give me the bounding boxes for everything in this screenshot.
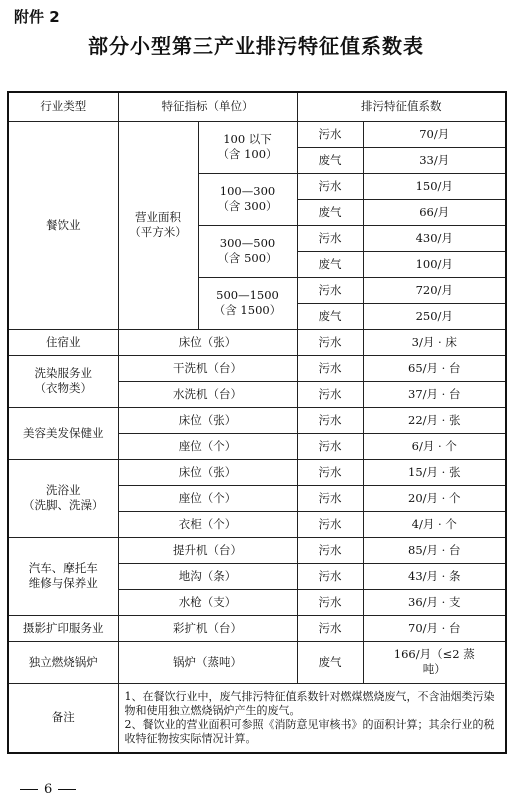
coefficient-cell: 36/月 · 支 [363,589,506,615]
indicator-cell: 座位（个） [118,485,297,511]
area-range-cell: 300—500 （含 500） [198,225,297,277]
coefficient-cell: 6/月 · 个 [363,433,506,459]
pollutant-type-cell: 污水 [297,589,363,615]
pollutant-type-cell: 污水 [297,511,363,537]
coefficient-cell: 3/月 · 床 [363,329,506,355]
page-number: 6 [44,782,53,797]
pollutant-type-cell: 废气 [297,147,363,173]
note-label-cell: 备注 [8,683,118,753]
table-row [8,683,506,753]
indicator-cell: 水枪（支） [118,589,297,615]
pollutant-type-cell: 废气 [297,199,363,225]
coefficient-cell: 100/月 [363,251,506,277]
pollutant-type-cell: 污水 [297,407,363,433]
area-range-cell: 100 以下 （含 100） [198,121,297,173]
coefficient-cell: 15/月 · 张 [363,459,506,485]
indicator-cell: 床位（张） [118,329,297,355]
table-row [8,615,506,641]
pollutant-type-cell: 污水 [297,277,363,303]
pollutant-type-cell: 污水 [297,459,363,485]
industry-cell: 汽车、摩托车 维修与保养业 [8,537,118,615]
pollutant-type-cell: 废气 [297,641,363,683]
table-row [8,641,506,683]
pollutant-type-cell: 污水 [297,615,363,641]
industry-cell: 餐饮业 [8,121,118,329]
indicator-cell: 座位（个） [118,433,297,459]
industry-cell: 美容美发保健业 [8,407,118,459]
coefficient-cell: 720/月 [363,277,506,303]
pollutant-type-cell: 污水 [297,537,363,563]
emission-coefficient-table [7,91,507,754]
indicator-cell: 营业面积 （平方米） [118,121,198,329]
coefficient-cell: 70/月 [363,121,506,147]
coefficient-cell: 22/月 · 张 [363,407,506,433]
coefficient-cell: 166/月（≤2 蒸 吨） [363,641,506,683]
industry-cell: 住宿业 [8,329,118,355]
header-coefficient: 排污特征值系数 [297,92,506,121]
footer-dash-right [58,789,76,791]
coefficient-cell: 66/月 [363,199,506,225]
coefficient-cell: 37/月 · 台 [363,381,506,407]
coefficient-cell: 33/月 [363,147,506,173]
coefficient-cell: 430/月 [363,225,506,251]
coefficient-cell: 150/月 [363,173,506,199]
header-industry: 行业类型 [8,92,118,121]
indicator-cell: 干洗机（台） [118,355,297,381]
pollutant-type-cell: 污水 [297,381,363,407]
table-row [8,407,506,433]
coefficient-cell: 250/月 [363,303,506,329]
table-row [8,459,506,485]
coefficient-cell: 70/月 · 台 [363,615,506,641]
pollutant-type-cell: 废气 [297,303,363,329]
coefficient-cell: 43/月 · 条 [363,563,506,589]
indicator-cell: 衣柜（个） [118,511,297,537]
coefficient-cell: 20/月 · 个 [363,485,506,511]
indicator-cell: 床位（张） [118,407,297,433]
pollutant-type-cell: 污水 [297,485,363,511]
pollutant-type-cell: 污水 [297,563,363,589]
note-text-cell: 1、在餐饮行业中，废气排污特征值系数针对燃煤燃烧废气，不含油烟类污染物和使用独立燃烧锅炉产生的废气。 2、餐饮业的营业面积可参照《消防意见审核书》的面积计算；其余行业的税收特征物按实际情况计算。 [118,683,506,753]
pollutant-type-cell: 污水 [297,355,363,381]
indicator-cell: 锅炉（蒸吨） [118,641,297,683]
pollutant-type-cell: 废气 [297,251,363,277]
indicator-cell: 床位（张） [118,459,297,485]
pollutant-type-cell: 污水 [297,173,363,199]
footer-dash-left [20,789,38,791]
industry-cell: 洗染服务业 （衣物类） [8,355,118,407]
table-row [8,355,506,381]
pollutant-type-cell: 污水 [297,329,363,355]
indicator-cell: 地沟（条） [118,563,297,589]
indicator-cell: 水洗机（台） [118,381,297,407]
coefficient-cell: 85/月 · 台 [363,537,506,563]
pollutant-type-cell: 污水 [297,433,363,459]
industry-cell: 洗浴业 （洗脚、洗澡） [8,459,118,537]
table-header-row [8,92,506,121]
industry-cell: 独立燃烧锅炉 [8,641,118,683]
indicator-cell: 提升机（台） [118,537,297,563]
table-row [8,121,506,147]
page-footer [14,782,82,797]
header-indicator: 特征指标（单位） [118,92,297,121]
table-row [8,329,506,355]
pollutant-type-cell: 污水 [297,121,363,147]
attachment-label: 附件 2 [14,8,60,26]
coefficient-cell: 4/月 · 个 [363,511,506,537]
indicator-cell: 彩扩机（台） [118,615,297,641]
industry-cell: 摄影扩印服务业 [8,615,118,641]
area-range-cell: 500—1500 （含 1500） [198,277,297,329]
page-title: 部分小型第三产业排污特征值系数表 [88,34,424,58]
pollutant-type-cell: 污水 [297,225,363,251]
table-row [8,537,506,563]
area-range-cell: 100—300 （含 300） [198,173,297,225]
coefficient-cell: 65/月 · 台 [363,355,506,381]
